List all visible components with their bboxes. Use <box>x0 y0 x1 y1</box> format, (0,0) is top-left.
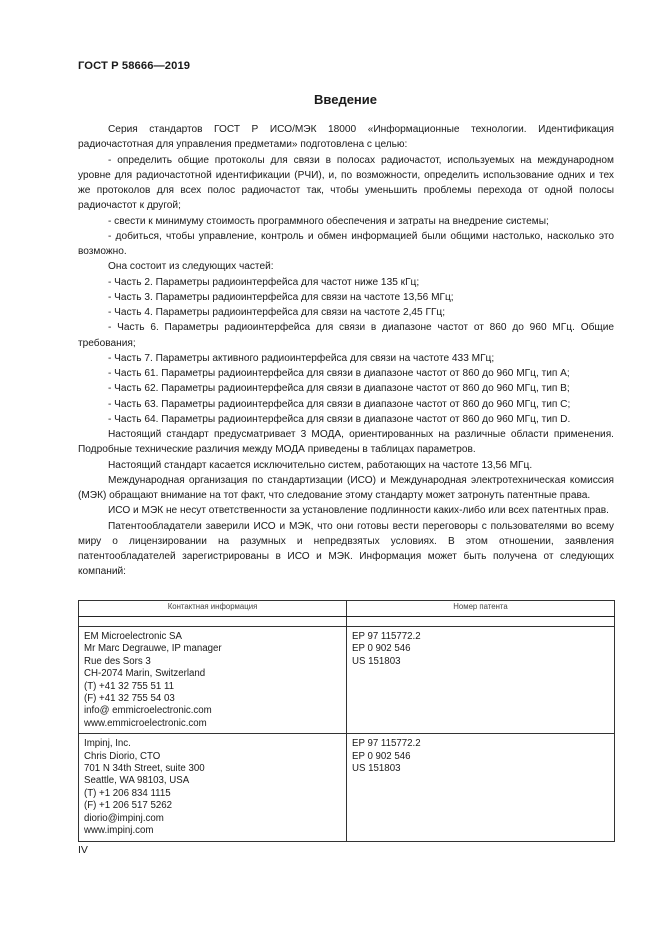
part-item: - Часть 4. Параметры радиоинтерфейса для связи на частоте 2,45 ГГц; <box>108 307 446 318</box>
patent-number: EP 0 902 546 <box>352 643 411 655</box>
contact-person: Mr Marc Degrauwe, IP manager <box>84 643 222 655</box>
address-line: CH-2074 Marin, Switzerland <box>84 668 206 680</box>
part-item: - Часть 64. Параметры радиоинтерфейса для связи в диапазоне частот от 860 до 960 МГц, тип D. <box>108 413 571 425</box>
contact-cell <box>79 627 347 734</box>
contact-cell <box>79 734 347 841</box>
table-row <box>79 734 615 841</box>
email: diorio@impinj.com <box>84 812 164 824</box>
bullet-cost: - свести к минимуму стоимость программного обеспечения и затраты на внедрение системы; <box>108 215 549 227</box>
column-header-patent: Номер патента <box>347 601 615 617</box>
company-name: EM Microelectronic SA <box>84 631 182 642</box>
company-name: Impinj, Inc. <box>84 738 131 750</box>
part-item: - Часть 3. Параметры радиоинтерфейса для связи на частоте 13,56 МГц; <box>108 291 454 303</box>
phone: (T) +41 32 755 51 11 <box>84 680 175 692</box>
section-title: Введение <box>314 92 377 107</box>
paragraph-frequency: Настоящий стандарт касается исключительно систем, работающих на частоте 13,56 МГц. <box>108 459 533 471</box>
patent-cell <box>347 627 615 734</box>
paragraph-responsibility: ИСО и МЭК не несут ответственности за установление подлинности каких-либо или всех патентных прав. <box>108 505 609 517</box>
paragraph-modes: Настоящий стандарт предусматривает 3 МОДА, ориентированных на различные области применения. Подробные технические различия между МОДА приведены в таблицах параметров. <box>78 429 614 456</box>
address-line: Rue des Sors 3 <box>84 655 151 667</box>
email: info@ emmicroelectronic.com <box>84 705 212 717</box>
website: www.emmicroelectronic.com <box>84 717 207 729</box>
table-gap <box>79 617 615 627</box>
patent-number: EP 97 115772.2 <box>352 738 421 750</box>
part-item: - Часть 63. Параметры радиоинтерфейса для связи в диапазоне частот от 860 до 960 МГц, тип С; <box>108 398 571 410</box>
patent-number: US 151803 <box>352 763 401 775</box>
table-header-row <box>79 601 615 617</box>
phone: (T) +1 206 834 1115 <box>84 787 171 799</box>
page-number: IV <box>78 844 88 856</box>
paragraph-patent-holders: Патентообладатели заверили ИСО и МЭК, что они готовы вести переговоры с пользователями во всему миру о лицензировании на разумных и непредвзятых условиях. В этом отношении, заявления патентообладателей зарегистрированы в ИСО и МЭК. Информация может быть получена от следующих компаний: <box>78 520 614 578</box>
body-text <box>78 122 614 580</box>
address-line: 701 N 34th Street, suite 300 <box>84 763 205 775</box>
patent-number: US 151803 <box>352 655 401 667</box>
patent-holders-table <box>78 600 615 842</box>
parts-intro: Она состоит из следующих частей: <box>108 261 274 273</box>
patent-number: EP 97 115772.2 <box>352 631 421 642</box>
part-item: - Часть 61. Параметры радиоинтерфейса для связи в диапазоне частот от 860 до 960 МГц, тип А; <box>108 368 570 379</box>
part-item: - Часть 2. Параметры радиоинтерфейса для частот ниже 135 кГц; <box>108 276 420 288</box>
part-item: - Часть 6. Параметры радиоинтерфейса для связи в диапазоне частот от 860 до 960 МГц. Общие требования; <box>78 322 614 349</box>
bullet-protocols: - определить общие протоколы для связи в полосах радиочастот, используемых на международном уровне для радиочастотной идентификации (РЧИ), и, по возможности, определить использование одних и тех же протоколов для всех полос радиочастот так, чтобы уменьшить проблемы перехода от одной полосы радиочастот к другой; <box>78 154 614 212</box>
fax: (F) +1 206 517 5262 <box>84 800 173 812</box>
fax: (F) +41 32 755 54 03 <box>84 693 175 705</box>
patent-number: EP 0 902 546 <box>352 750 411 762</box>
website: www.impinj.com <box>84 825 154 837</box>
patent-cell <box>347 734 615 841</box>
paragraph-intro: Серия стандартов ГОСТ Р ИСО/МЭК 18000 «Информационные технологии. Идентификация радиочастотная для управления предметами» подготовлена с целью: <box>78 124 614 151</box>
column-header-contact: Контактная информация <box>79 601 347 617</box>
paragraph-patent-notice: Международная организация по стандартизации (ИСО) и Международная электротехническая комиссия (МЭК) обращают внимание на тот факт, что следование этому стандарту может затронуть патентные права. <box>78 474 614 501</box>
part-item: - Часть 7. Параметры активного радиоинтерфейса для связи на частоте 433 МГц; <box>108 352 495 364</box>
table-row <box>79 627 615 734</box>
contact-person: Chris Diorio, CTO <box>84 750 161 762</box>
standard-header: ГОСТ Р 58666—2019 <box>78 60 191 72</box>
part-item: - Часть 62. Параметры радиоинтерфейса для связи в диапазоне частот от 860 до 960 МГц, тип В; <box>108 383 570 395</box>
bullet-management: - добиться, чтобы управление, контроль и обмен информацией были общими настолько, насколько это возможно. <box>78 230 614 257</box>
address-line: Seattle, WA 98103, USA <box>84 775 190 787</box>
